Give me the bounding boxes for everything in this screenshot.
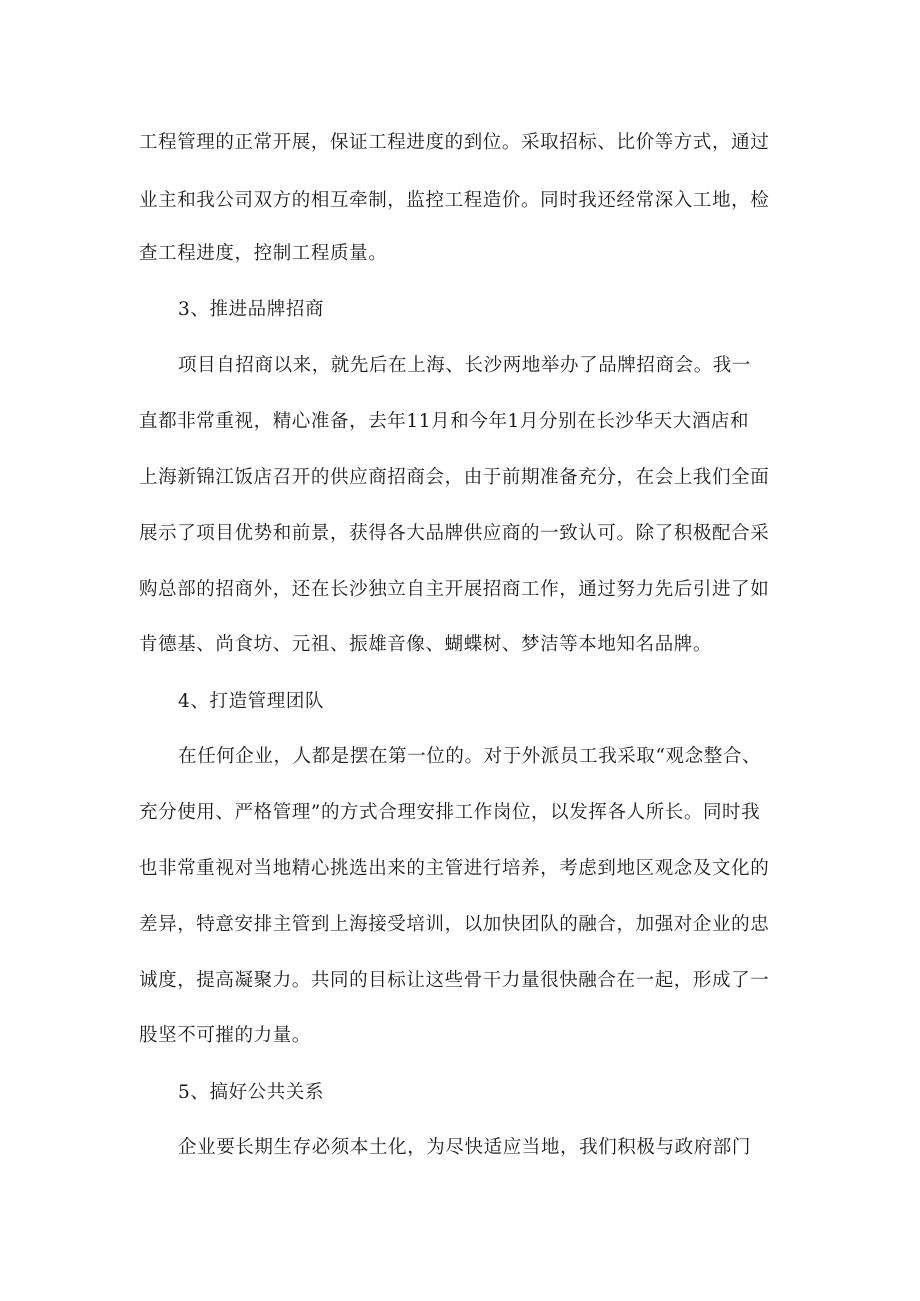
body-text-line: 充分使用、严格管理”的方式合理安排工作岗位，以发挥各人所长。同时我 <box>139 802 761 823</box>
section-heading: 4、打造管理团队 <box>178 691 325 712</box>
body-text-line: 诚度，提高凝聚力。共同的目标让这些骨干力量很快融合在一起，形成了一 <box>139 970 770 991</box>
body-text-line: 股坚不可摧的力量。 <box>139 1025 311 1046</box>
body-text-line: 项目自招商以来，就先后在上海、长沙两地举办了品牌招商会。我一 <box>178 355 752 376</box>
body-text-line: 在任何企业，人都是摆在第一位的。对于外派员工我采取“观念整合、 <box>178 746 762 767</box>
body-text-line: 直都非常重视，精心准备，去年11月和今年1月分别在长沙华天大酒店和 <box>139 411 750 432</box>
body-text-line: 购总部的招商外，还在长沙独立自主开展招商工作，通过努力先后引进了如 <box>139 579 770 600</box>
body-text-line: 业主和我公司双方的相互牵制，监控工程造价。同时我还经常深入工地，检 <box>139 190 770 211</box>
body-text-line: 工程管理的正常开展，保证工程进度的到位。采取招标、比价等方式，通过 <box>139 132 770 153</box>
body-text-line: 也非常重视对当地精心挑选出来的主管进行培养，考虑到地区观念及文化的 <box>139 858 770 879</box>
body-text-line: 上海新锦江饭店召开的供应商招商会，由于前期准备充分，在会上我们全面 <box>139 467 770 488</box>
section-heading: 3、推进品牌招商 <box>178 299 325 320</box>
body-text-line: 肯德基、尚食坊、元祖、振雄音像、蝴蝶树、梦洁等本地知名品牌。 <box>139 634 713 655</box>
body-text-line: 差异，特意安排主管到上海接受培训，以加快团队的融合，加强对企业的忠 <box>139 914 770 935</box>
body-text-line: 企业要长期生存必须本土化，为尽快适应当地，我们积极与政府部门 <box>178 1137 752 1158</box>
body-text-line: 展示了项目优势和前景，获得各大品牌供应商的一致认可。除了积极配合采 <box>139 523 770 544</box>
section-heading: 5、搞好公共关系 <box>178 1082 325 1103</box>
body-text-line: 查工程进度，控制工程质量。 <box>139 243 388 264</box>
